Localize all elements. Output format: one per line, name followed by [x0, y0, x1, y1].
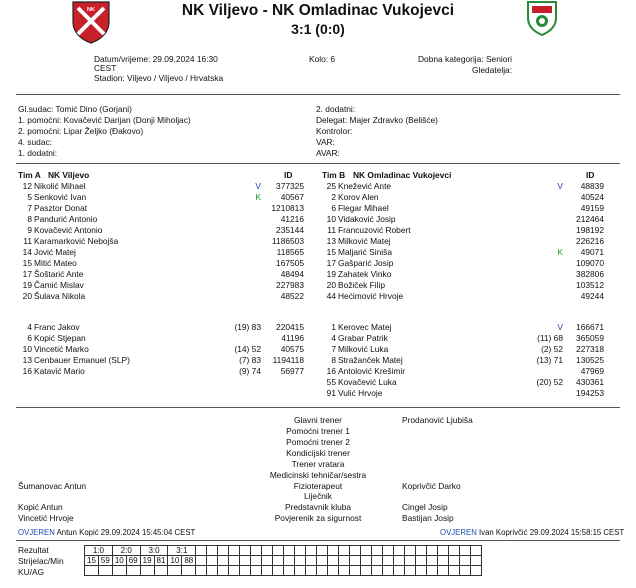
staff-role-label: Predstavnik kluba — [284, 502, 352, 512]
player-id: 130525 — [576, 355, 604, 365]
empty-cell — [154, 566, 168, 576]
player-role-mark: V — [255, 181, 261, 191]
player-name: Šulava Nikola — [34, 291, 86, 301]
player-number: 11 — [327, 225, 336, 235]
player-name: Maljarić Siniša — [338, 247, 392, 257]
player-number: 7 — [331, 344, 336, 354]
empty-cell — [328, 546, 339, 556]
player-number: 6 — [331, 203, 336, 213]
empty-cell — [427, 566, 438, 576]
verified-word: OVJEREN — [18, 528, 55, 537]
empty-cell — [317, 556, 328, 566]
empty-cell — [284, 556, 295, 566]
empty-cell — [207, 546, 218, 556]
divider — [16, 540, 620, 541]
empty-cell — [196, 546, 207, 556]
age-category: Dobna kategorija: Seniori — [418, 54, 513, 64]
verified-text: Ivan Koprivčić 29.09.2024 15:58:15 CEST — [479, 528, 625, 537]
empty-cell — [328, 566, 339, 576]
ku-ag-row-label: KU/AG — [18, 567, 45, 577]
scorer-minute-cell: 59 — [98, 556, 112, 566]
player-name: Šoštarić Ante — [34, 269, 84, 279]
empty-cell — [350, 566, 361, 576]
empty-cell — [383, 556, 394, 566]
svg-text:NK: NK — [87, 7, 95, 13]
substitution-info: (2) 52 — [541, 344, 563, 354]
official-line: Kontrolor: — [316, 126, 353, 136]
empty-cell — [471, 556, 482, 566]
player-name: Flegar Mihael — [338, 203, 389, 213]
player-id: 226216 — [576, 236, 604, 246]
empty-cell — [383, 566, 394, 576]
team-a-label: Tim A — [18, 170, 41, 180]
substitution-info: (11) 68 — [537, 333, 563, 343]
player-id: 194253 — [576, 388, 604, 398]
player-id: 212464 — [576, 214, 604, 224]
empty-cell — [196, 556, 207, 566]
player-number: 20 — [22, 291, 32, 301]
player-name: Franc Jakov — [34, 322, 80, 332]
substitution-info: V — [557, 322, 563, 332]
empty-cell — [196, 566, 207, 576]
player-name: Kovačević Luka — [338, 377, 397, 387]
player-id: 235144 — [276, 225, 304, 235]
score-row-kuag — [85, 566, 482, 576]
official-line: VAR: — [316, 137, 335, 147]
player-number: 6 — [27, 333, 32, 343]
empty-cell — [416, 566, 427, 576]
empty-cell — [416, 546, 427, 556]
player-name: Milković Luka — [338, 344, 389, 354]
empty-cell — [339, 556, 350, 566]
divider — [16, 407, 620, 408]
empty-cell — [229, 566, 240, 576]
staff-role-label: Liječnik — [304, 491, 332, 501]
verified-word: OVJEREN — [440, 528, 477, 537]
official-line: Delegat: Majer Zdravko (Belišće) — [316, 115, 438, 125]
score-table — [84, 545, 482, 576]
staff-role-label: Medicinski tehničar/sestra — [269, 470, 367, 480]
player-number: 4 — [331, 333, 336, 343]
empty-cell — [168, 566, 182, 576]
player-number: 8 — [331, 355, 336, 365]
player-number: 20 — [326, 280, 336, 290]
player-id: 49244 — [580, 291, 604, 301]
substitution-info: (13) 71 — [536, 355, 563, 365]
empty-cell — [361, 546, 372, 556]
substitution-info: (20) 52 — [536, 377, 563, 387]
player-number: 91 — [326, 388, 336, 398]
empty-cell — [98, 566, 112, 576]
player-number: 44 — [326, 291, 336, 301]
player-id: 109070 — [576, 258, 604, 268]
match-title: NK Viljevo - NK Omladinac Vukojevci — [181, 2, 455, 19]
empty-cell — [372, 566, 383, 576]
empty-cell — [207, 566, 218, 576]
empty-cell — [405, 566, 416, 576]
player-id: 118565 — [276, 247, 304, 257]
official-line: 4. sudac: — [18, 137, 52, 147]
empty-cell — [449, 566, 460, 576]
player-id: 365059 — [576, 333, 604, 343]
empty-cell — [251, 556, 262, 566]
empty-cell — [207, 556, 218, 566]
empty-cell — [229, 546, 240, 556]
empty-cell — [361, 556, 372, 566]
official-line: Gl.sudac: Tomić Dino (Gorjani) — [18, 104, 132, 114]
empty-cell — [218, 556, 229, 566]
empty-cell — [182, 566, 196, 576]
scorer-minute-cell: 15 — [85, 556, 99, 566]
team-a-verification — [18, 528, 195, 537]
player-id: 48839 — [580, 181, 604, 191]
scorer-minute-cell: 69 — [126, 556, 140, 566]
scorer-minute-cell: 88 — [182, 556, 196, 566]
empty-cell — [295, 566, 306, 576]
player-name: Francuzović Robert — [338, 225, 411, 235]
team-a-id-header: ID — [284, 170, 293, 180]
player-id: 1194118 — [272, 355, 304, 365]
player-name: Korov Alen — [338, 192, 379, 202]
substitution-info: (19) 83 — [234, 322, 261, 332]
player-id: 220415 — [276, 322, 304, 332]
player-name: Milković Matej — [338, 236, 391, 246]
player-number: 19 — [326, 269, 336, 279]
player-name: Pandurić Antonio — [34, 214, 98, 224]
player-number: 10 — [326, 214, 336, 224]
result-cell: 3:1 — [168, 546, 196, 556]
player-number: 55 — [326, 377, 336, 387]
staff-role-label: Trener vratara — [291, 459, 345, 469]
empty-cell — [218, 546, 229, 556]
empty-cell — [372, 546, 383, 556]
empty-cell — [317, 566, 328, 576]
empty-cell — [126, 566, 140, 576]
player-id: 430361 — [576, 377, 604, 387]
empty-cell — [460, 566, 471, 576]
team-b-security: Bastijan Josip — [402, 513, 454, 523]
player-number: 19 — [22, 280, 32, 290]
divider — [16, 94, 620, 95]
empty-cell — [438, 546, 449, 556]
empty-cell — [306, 556, 317, 566]
player-number: 4 — [27, 322, 32, 332]
empty-cell — [438, 566, 449, 576]
player-name: Vincetić Marko — [34, 344, 89, 354]
empty-cell — [460, 546, 471, 556]
player-number: 13 — [326, 236, 336, 246]
substitution-info: (14) 52 — [234, 344, 261, 354]
empty-cell — [317, 546, 328, 556]
empty-cell — [427, 546, 438, 556]
empty-cell — [262, 556, 273, 566]
player-id: 40575 — [280, 344, 304, 354]
substitution-info: (9) 74 — [239, 366, 261, 376]
player-id: 41216 — [280, 214, 304, 224]
player-id: 377325 — [276, 181, 304, 191]
player-id: 166671 — [576, 322, 604, 332]
divider — [16, 163, 620, 164]
player-name: Jović Matej — [34, 247, 76, 257]
scorer-minute-cell: 10 — [112, 556, 126, 566]
player-number: 17 — [326, 258, 336, 268]
empty-cell — [394, 556, 405, 566]
team-b-verification — [440, 528, 624, 537]
score-row-scorers — [85, 556, 482, 566]
player-name: Vidaković Josip — [338, 214, 396, 224]
player-number: 2 — [331, 192, 336, 202]
player-id: 40524 — [580, 192, 604, 202]
player-number: 15 — [22, 258, 32, 268]
team-b-id-header: ID — [586, 170, 595, 180]
empty-cell — [405, 556, 416, 566]
empty-cell — [394, 546, 405, 556]
empty-cell — [112, 566, 126, 576]
player-id: 56977 — [280, 366, 304, 376]
staff-role-label: Pomoćni trener 2 — [286, 437, 350, 447]
player-id: 48522 — [280, 291, 304, 301]
player-name: Pasztor Donat — [34, 203, 88, 213]
empty-cell — [416, 556, 427, 566]
empty-cell — [383, 546, 394, 556]
empty-cell — [295, 556, 306, 566]
player-name: Kerovec Matej — [338, 322, 392, 332]
team-a-name: NK Viljevo — [48, 170, 90, 180]
staff-role-label: Glavni trener — [294, 415, 342, 425]
scorer-row-label: Strijelac/Min — [18, 556, 64, 566]
empty-cell — [273, 556, 284, 566]
player-name: Gašparić Josip — [338, 258, 394, 268]
result-cell: 2:0 — [112, 546, 140, 556]
player-role-mark: V — [557, 181, 563, 191]
staff-role-label: Fizioterapeut — [293, 481, 343, 491]
player-id: 1186503 — [272, 236, 304, 246]
player-number: 17 — [22, 269, 32, 279]
empty-cell — [438, 556, 449, 566]
empty-cell — [251, 566, 262, 576]
empty-cell — [240, 566, 251, 576]
empty-cell — [372, 556, 383, 566]
empty-cell — [240, 546, 251, 556]
empty-cell — [449, 546, 460, 556]
player-name: Božiček Filip — [338, 280, 386, 290]
empty-cell — [306, 566, 317, 576]
player-id: 41196 — [281, 333, 304, 343]
player-role-mark: K — [255, 192, 261, 202]
empty-cell — [306, 546, 317, 556]
team-b-physio: Koprivčić Darko — [402, 481, 461, 491]
player-name: Antolović Krešimir — [338, 366, 406, 376]
player-number: 8 — [27, 214, 32, 224]
official-line: 2. pomoćni: Lipar Željko (Đakovo) — [18, 126, 144, 136]
empty-cell — [262, 546, 273, 556]
result-cell: 1:0 — [85, 546, 113, 556]
empty-cell — [284, 546, 295, 556]
scorer-minute-cell: 10 — [168, 556, 182, 566]
player-number: 11 — [23, 236, 32, 246]
team-a-club-rep: Kopić Antun — [18, 502, 63, 512]
empty-cell — [471, 566, 482, 576]
player-number: 7 — [27, 203, 32, 213]
match-datetime: Datum/vrijeme: 29.09.2024 16:30 — [94, 54, 218, 64]
official-line: 2. dodatni: — [316, 104, 356, 114]
scorer-minute-cell: 19 — [140, 556, 154, 566]
spectators: Gledatelja: — [472, 65, 513, 75]
verified-text: Antun Kopić 29.09.2024 15:45:04 CEST — [56, 528, 196, 537]
empty-cell — [240, 556, 251, 566]
empty-cell — [140, 566, 154, 576]
player-name: Stražanček Matej — [338, 355, 403, 365]
player-number: 16 — [22, 366, 32, 376]
empty-cell — [471, 546, 482, 556]
player-name: Nikolić Mihael — [34, 181, 86, 191]
team-b-name: NK Omladinac Vukojevci — [353, 170, 452, 180]
player-id: 167505 — [276, 258, 304, 268]
player-name: Grabar Patrik — [338, 333, 388, 343]
player-name: Mitić Mateo — [34, 258, 77, 268]
empty-cell — [295, 546, 306, 556]
player-name: Vulić Hrvoje — [338, 388, 383, 398]
player-id: 40567 — [280, 192, 304, 202]
empty-cell — [229, 556, 240, 566]
empty-cell — [427, 556, 438, 566]
official-line: 1. dodatni: — [18, 148, 58, 158]
empty-cell — [262, 566, 273, 576]
staff-role-label: Kondicijski trener — [286, 448, 350, 458]
player-id: 227983 — [276, 280, 304, 290]
match-round: Kolo: 6 — [309, 54, 336, 64]
player-number: 16 — [326, 366, 336, 376]
player-id: 227318 — [576, 344, 604, 354]
empty-cell — [339, 566, 350, 576]
team-b-club-rep: Cingel Josip — [402, 502, 448, 512]
team-a-head-coach: Šumanovac Antun — [18, 481, 86, 491]
player-number: 14 — [22, 247, 32, 257]
empty-cell — [328, 556, 339, 566]
player-id: 48494 — [280, 269, 304, 279]
staff-role-label: Povjerenik za sigurnost — [274, 513, 362, 523]
player-role-mark: K — [557, 247, 563, 257]
player-name: Kopić Stjepan — [34, 333, 86, 343]
empty-cell — [350, 546, 361, 556]
player-name: Zahatek Vinko — [338, 269, 392, 279]
player-number: 9 — [27, 225, 32, 235]
empty-cell — [284, 566, 295, 576]
player-name: Hećimović Hrvoje — [338, 291, 404, 301]
player-number: 25 — [326, 181, 336, 191]
player-name: Senković Ivan — [34, 192, 87, 202]
empty-cell — [85, 566, 99, 576]
result-row-label: Rezultat — [18, 545, 49, 555]
player-number: 1 — [331, 322, 336, 332]
player-number: 5 — [27, 192, 32, 202]
staff-role-label: Pomoćni trener 1 — [286, 426, 350, 436]
empty-cell — [460, 556, 471, 566]
empty-cell — [449, 556, 460, 566]
player-id: 103512 — [576, 280, 604, 290]
scorer-minute-cell: 81 — [154, 556, 168, 566]
match-datetime-tz: CEST — [94, 63, 117, 73]
empty-cell — [251, 546, 262, 556]
score-row-results — [85, 546, 482, 556]
team-b-head-coach: Prodanović Ljubiša — [402, 415, 473, 425]
player-id: 47969 — [580, 366, 604, 376]
empty-cell — [273, 566, 284, 576]
empty-cell — [218, 566, 229, 576]
team-a-security: Vincetić Hrvoje — [18, 513, 74, 523]
team-b-label: Tim B — [322, 170, 346, 180]
player-number: 12 — [22, 181, 32, 191]
player-number: 10 — [22, 344, 32, 354]
player-name: Knežević Ante — [338, 181, 392, 191]
player-name: Kovačević Antonio — [34, 225, 103, 235]
player-id: 382806 — [576, 269, 604, 279]
player-name: Karamarković Nebojša — [34, 236, 119, 246]
empty-cell — [350, 556, 361, 566]
player-number: 15 — [326, 247, 336, 257]
match-stadium: Stadion: Viljevo / Viljevo / Hrvatska — [94, 73, 224, 83]
empty-cell — [339, 546, 350, 556]
empty-cell — [361, 566, 372, 576]
player-name: Katavić Mario — [34, 366, 85, 376]
player-name: Čamić Mislav — [34, 280, 84, 290]
official-line: AVAR: — [316, 148, 340, 158]
empty-cell — [273, 546, 284, 556]
player-id: 198192 — [576, 225, 604, 235]
player-number: 13 — [22, 355, 32, 365]
match-score: 3:1 (0:0) — [291, 21, 345, 37]
player-name: Cenbauer Emanuel (SLP) — [34, 355, 130, 365]
player-id: 49159 — [580, 203, 604, 213]
empty-cell — [405, 546, 416, 556]
result-cell: 3:0 — [140, 546, 168, 556]
player-id: 49071 — [580, 247, 604, 257]
official-line: 1. pomoćni: Kovačević Darijan (Donji Miholjac) — [18, 115, 191, 125]
player-id: 1210813 — [271, 203, 304, 213]
empty-cell — [394, 566, 405, 576]
substitution-info: (7) 83 — [239, 355, 261, 365]
